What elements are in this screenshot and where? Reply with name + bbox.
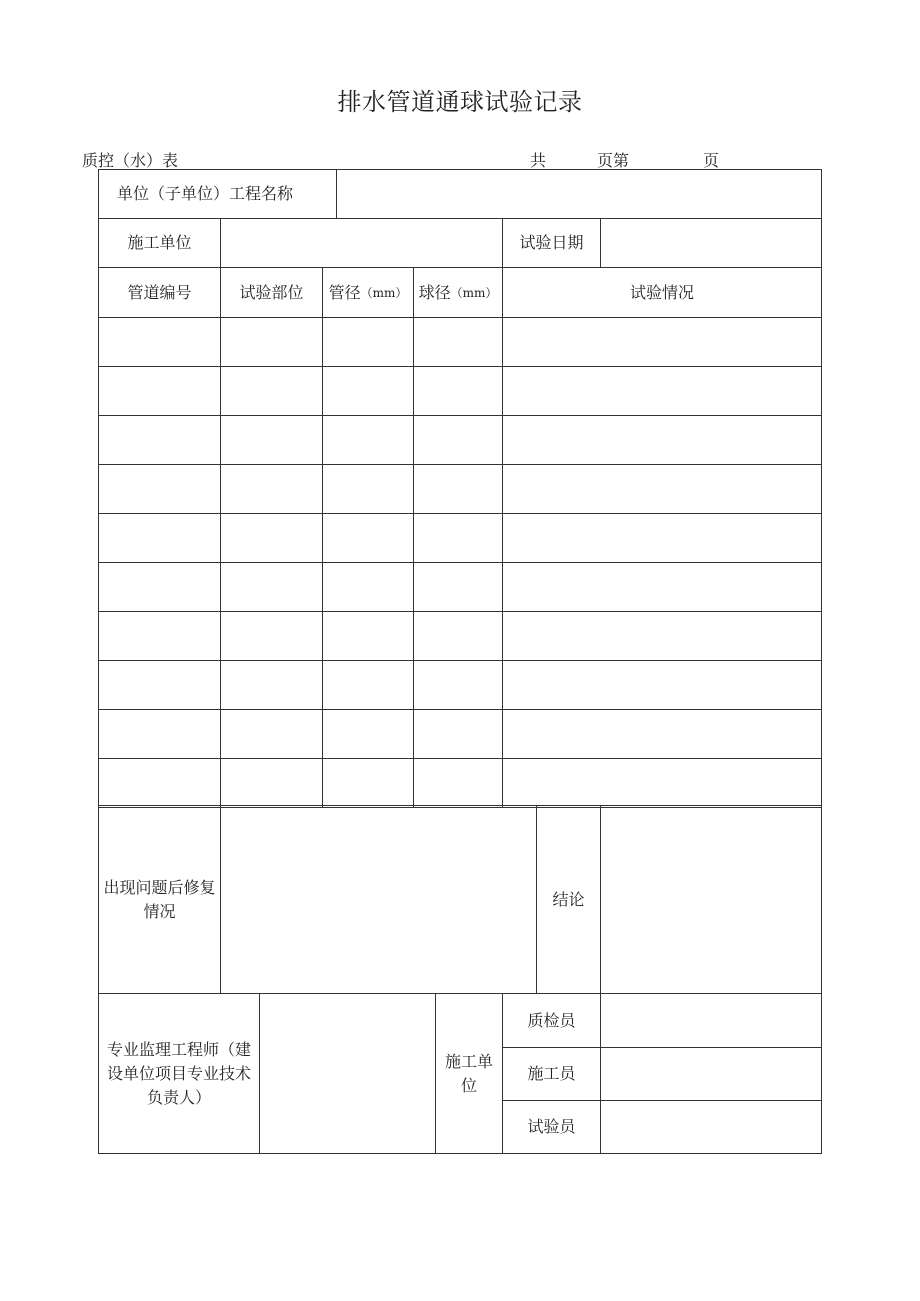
repair-field[interactable] <box>220 805 537 994</box>
tester-sign-field[interactable] <box>600 1100 822 1154</box>
qc-label: 质检员 <box>502 993 601 1048</box>
pipe-diameter-cell[interactable] <box>322 758 414 808</box>
conclusion-field[interactable] <box>600 805 822 994</box>
col-pipe-diameter-label: 管径 <box>328 282 361 302</box>
test-location-cell[interactable] <box>220 709 323 759</box>
project-name-label: 单位（子单位）工程名称 <box>98 169 337 219</box>
pipe-no-cell[interactable] <box>98 415 221 465</box>
page-suffix: 页 <box>703 151 720 170</box>
ball-diameter-cell[interactable] <box>413 317 503 367</box>
test-location-cell[interactable] <box>220 317 323 367</box>
pipe-no-cell[interactable] <box>98 317 221 367</box>
test-result-cell[interactable] <box>502 317 822 367</box>
construction-unit-sign-label: 施工单位 <box>435 993 503 1154</box>
test-result-cell[interactable] <box>502 660 822 710</box>
test-result-cell[interactable] <box>502 415 822 465</box>
ball-diameter-cell[interactable] <box>413 758 503 808</box>
col-test-result: 试验情况 <box>502 267 822 318</box>
pipe-no-cell[interactable] <box>98 366 221 416</box>
test-result-cell[interactable] <box>502 464 822 514</box>
builder-label: 施工员 <box>502 1047 601 1101</box>
test-result-cell[interactable] <box>502 709 822 759</box>
pipe-no-cell[interactable] <box>98 660 221 710</box>
ball-diameter-cell[interactable] <box>413 366 503 416</box>
test-location-cell[interactable] <box>220 660 323 710</box>
pipe-diameter-cell[interactable] <box>322 709 414 759</box>
page-mid: 页第 <box>597 151 630 170</box>
ball-diameter-cell[interactable] <box>413 415 503 465</box>
test-result-cell[interactable] <box>502 758 822 808</box>
ball-diameter-cell[interactable] <box>413 709 503 759</box>
test-location-cell[interactable] <box>220 415 323 465</box>
project-name-field[interactable] <box>336 169 822 219</box>
pipe-diameter-cell[interactable] <box>322 366 414 416</box>
tester-label: 试验员 <box>502 1100 601 1154</box>
test-location-cell[interactable] <box>220 366 323 416</box>
ball-diameter-cell[interactable] <box>413 611 503 661</box>
pipe-no-cell[interactable] <box>98 464 221 514</box>
supervisor-sign-field[interactable] <box>259 993 436 1154</box>
supervisor-label: 专业监理工程师（建设单位项目专业技术负责人） <box>98 993 260 1154</box>
col-pipe-diameter-unit: （mm） <box>360 285 408 300</box>
pipe-no-cell[interactable] <box>98 562 221 612</box>
construction-unit-label: 施工单位 <box>98 218 221 268</box>
construction-unit-field[interactable] <box>220 218 503 268</box>
page-title: 排水管道通球试验记录 <box>337 88 583 116</box>
pipe-diameter-cell[interactable] <box>322 611 414 661</box>
test-result-cell[interactable] <box>502 513 822 563</box>
pipe-no-cell[interactable] <box>98 709 221 759</box>
test-result-cell[interactable] <box>502 562 822 612</box>
test-location-cell[interactable] <box>220 513 323 563</box>
ball-diameter-cell[interactable] <box>413 562 503 612</box>
test-date-field[interactable] <box>600 218 822 268</box>
pipe-diameter-cell[interactable] <box>322 660 414 710</box>
test-location-cell[interactable] <box>220 562 323 612</box>
repair-label: 出现问题后修复情况 <box>98 805 221 994</box>
test-location-cell[interactable] <box>220 464 323 514</box>
col-ball-diameter-unit: （mm） <box>450 285 498 300</box>
test-location-cell[interactable] <box>220 758 323 808</box>
pipe-no-cell[interactable] <box>98 758 221 808</box>
ball-diameter-cell[interactable] <box>413 513 503 563</box>
test-result-cell[interactable] <box>502 611 822 661</box>
page-total-prefix: 共 <box>530 151 547 170</box>
test-result-cell[interactable] <box>502 366 822 416</box>
col-pipe-no: 管道编号 <box>98 267 221 318</box>
pipe-diameter-cell[interactable] <box>322 464 414 514</box>
test-date-label: 试验日期 <box>502 218 601 268</box>
form-code: 质控（水）表 <box>82 151 179 170</box>
builder-sign-field[interactable] <box>600 1047 822 1101</box>
test-location-cell[interactable] <box>220 611 323 661</box>
col-pipe-diameter <box>322 267 414 318</box>
pipe-no-cell[interactable] <box>98 513 221 563</box>
ball-diameter-cell[interactable] <box>413 660 503 710</box>
pipe-diameter-cell[interactable] <box>322 317 414 367</box>
pipe-diameter-cell[interactable] <box>322 415 414 465</box>
qc-sign-field[interactable] <box>600 993 822 1048</box>
ball-diameter-cell[interactable] <box>413 464 503 514</box>
pipe-no-cell[interactable] <box>98 611 221 661</box>
conclusion-label: 结论 <box>536 805 601 994</box>
col-test-location: 试验部位 <box>220 267 323 318</box>
col-ball-diameter-label: 球径 <box>418 282 451 302</box>
col-ball-diameter <box>413 267 503 318</box>
pipe-diameter-cell[interactable] <box>322 562 414 612</box>
pipe-diameter-cell[interactable] <box>322 513 414 563</box>
